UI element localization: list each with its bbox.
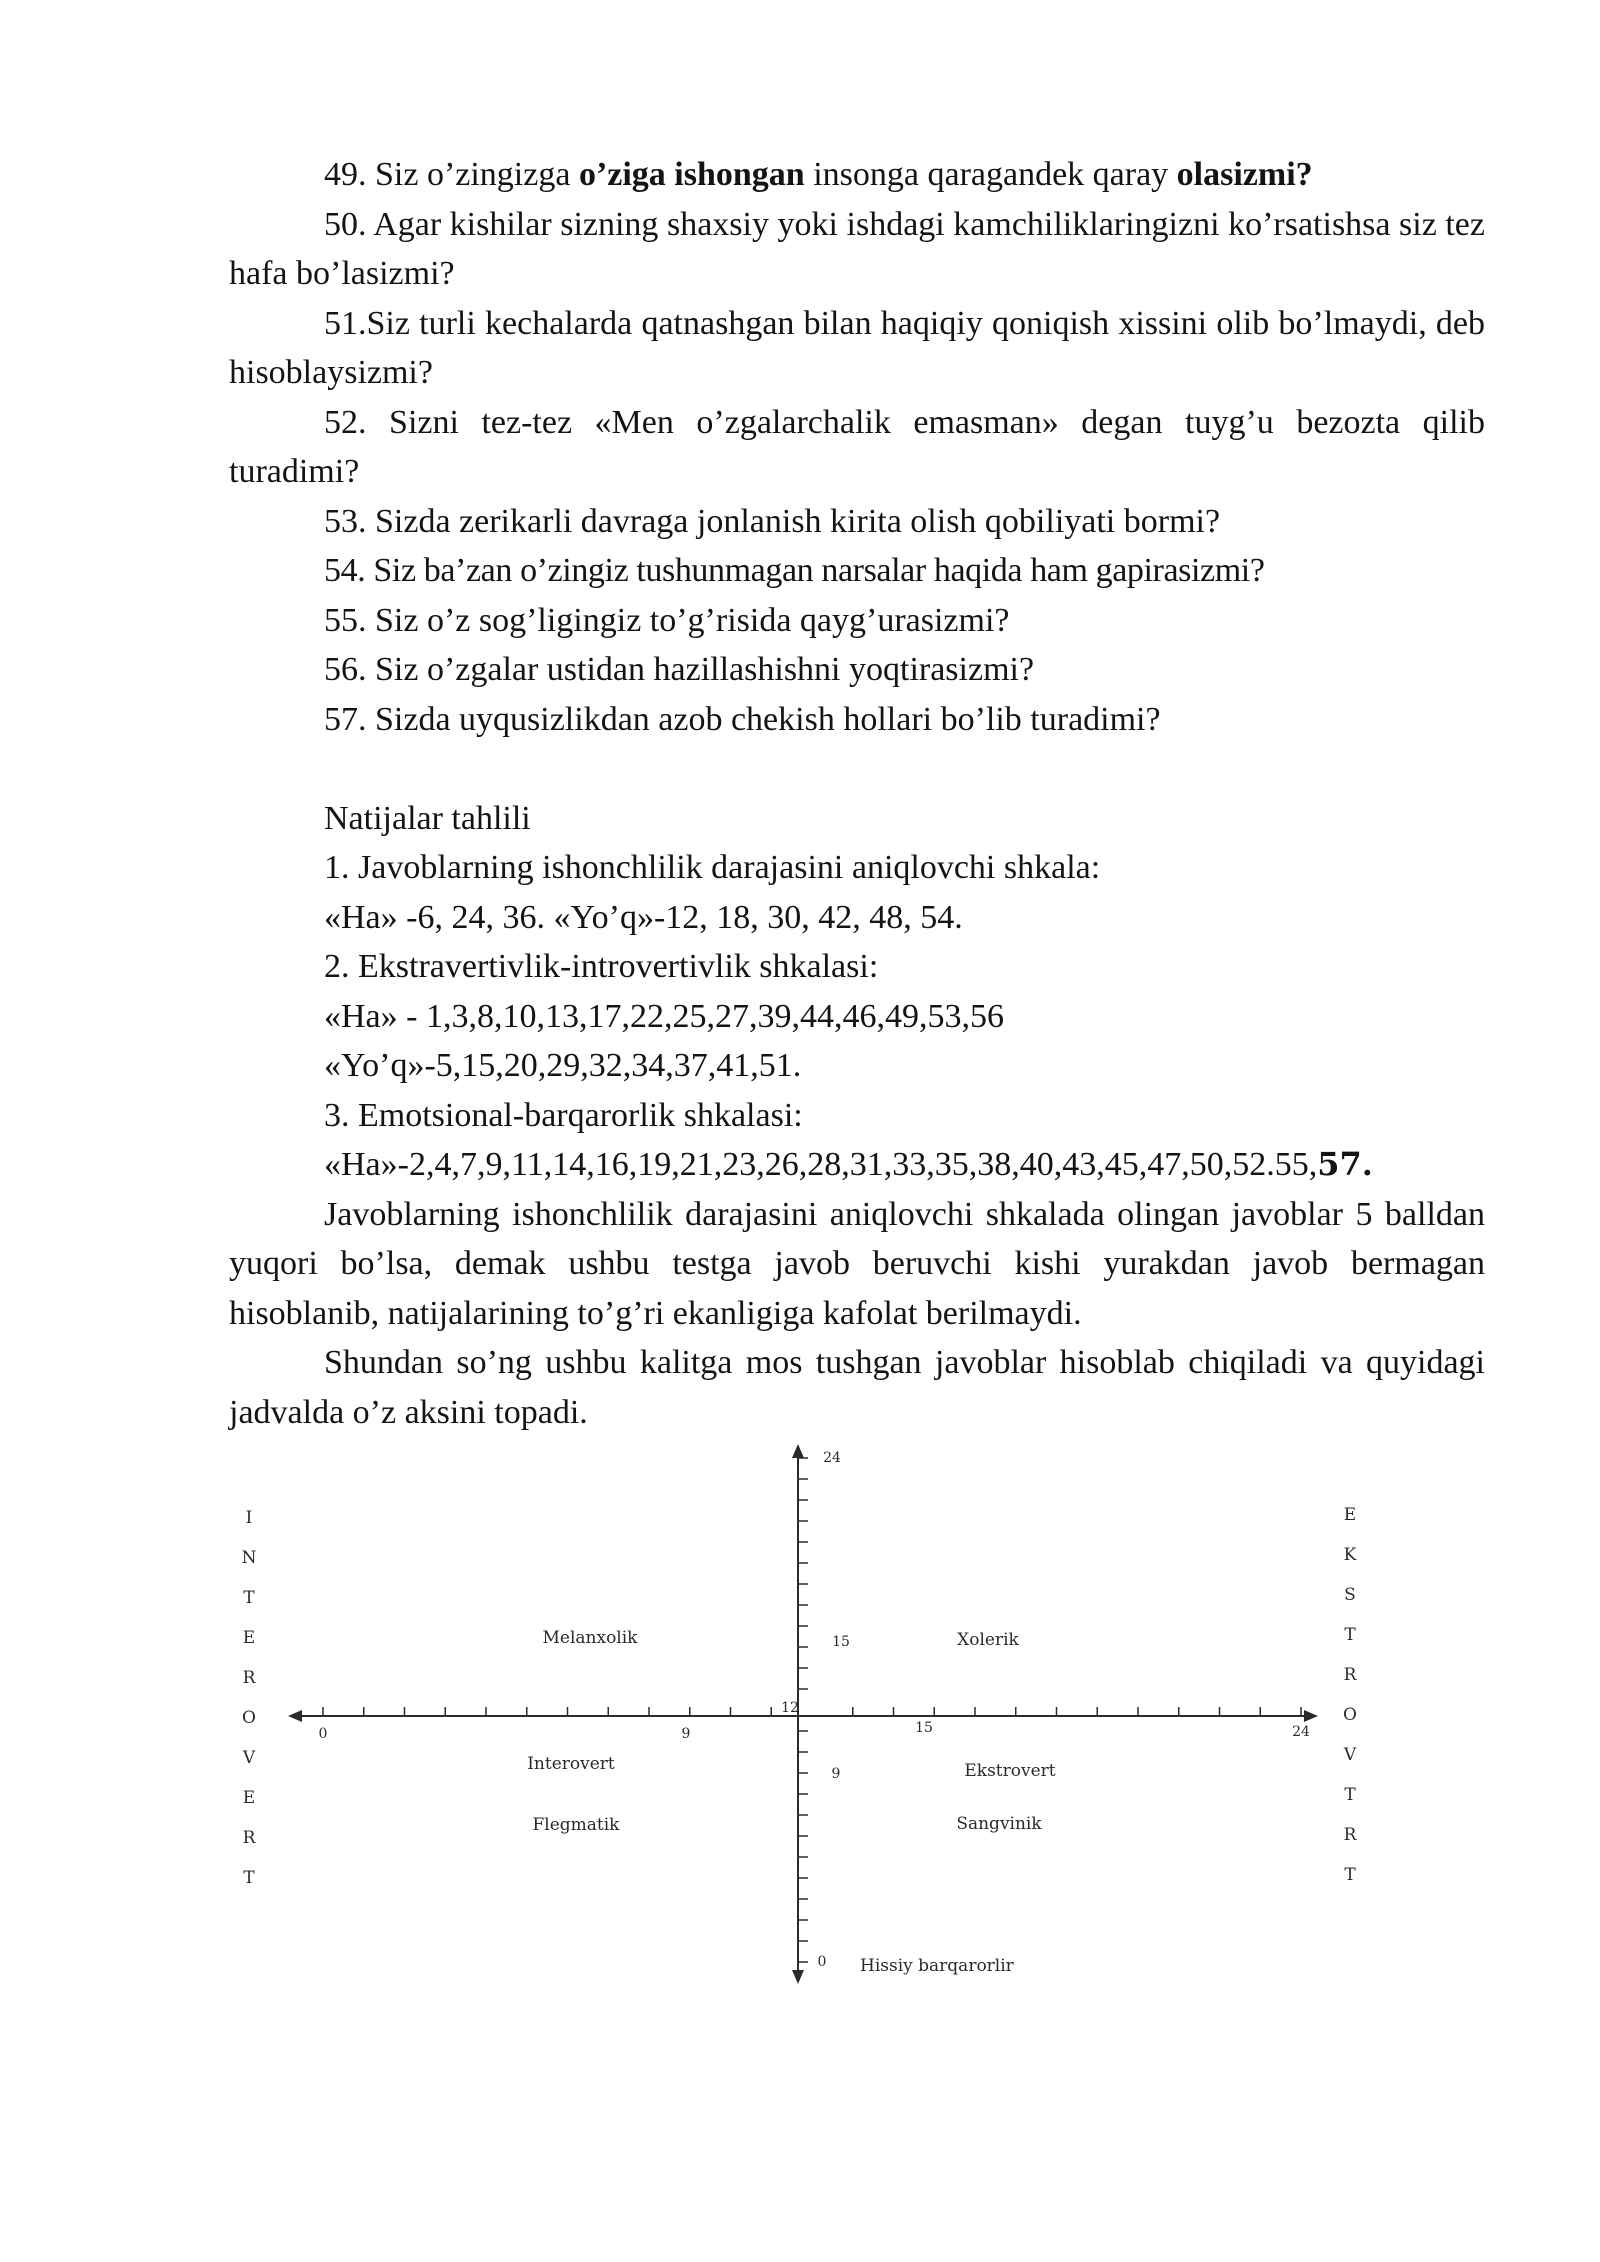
question-54 [229, 546, 1485, 596]
question-text: Siz o’zgalar ustidan hazillashishni yoqtirasizmi? [375, 651, 1035, 688]
y-tick-label-24: 24 [823, 1450, 841, 1466]
quadrant-sangvinik: Sangvinik [956, 1814, 1042, 1834]
emphasis: olasizmi? [1176, 156, 1313, 193]
question-number: 51. [324, 304, 367, 342]
question-number: 56. [324, 651, 367, 688]
question-52 [229, 398, 1485, 497]
question-number: 54. [324, 552, 366, 589]
x-tick-label-24: 24 [1292, 1724, 1310, 1740]
x-tick-label-15: 15 [915, 1720, 933, 1736]
vertical-letter: O [242, 1708, 256, 1728]
vertical-letter: S [1344, 1585, 1356, 1605]
quadrant-xolerik: Xolerik [957, 1630, 1019, 1650]
x-tick-label-0: 0 [318, 1726, 328, 1742]
question-number: 53. [324, 502, 367, 540]
scale1-title: 1. Javoblarning ishonchlilik darajasini aniqlovchi shkala: [324, 849, 1101, 886]
question-57 [229, 695, 1485, 745]
spacer [229, 744, 1485, 794]
question-51 [229, 299, 1485, 398]
vertical-letter: T [243, 1868, 255, 1888]
question-56 [229, 645, 1485, 695]
x-tick-label-12: 12 [781, 1700, 799, 1716]
question-text: Agar kishilar sizning shaxsiy yoki ishdagi kamchiliklaringizni ko’rsatishsa siz tez hafa bo’lasizmi? [229, 205, 1485, 292]
question-number: 57. [324, 700, 367, 738]
right-vertical-label [1343, 1505, 1358, 1885]
vertical-letter: R [1343, 1665, 1357, 1685]
vertical-letter: V [242, 1748, 256, 1768]
vertical-letter: R [242, 1828, 256, 1848]
vertical-letter: K [1343, 1545, 1357, 1565]
question-number: 55. [324, 601, 367, 639]
quadrant-type-ekstrovert: Ekstrovert [964, 1761, 1056, 1781]
vertical-letter: T [1344, 1625, 1356, 1645]
question-53 [229, 497, 1485, 547]
document-text [229, 150, 1485, 1437]
y-axis-label: Hissiy barqarorlir [860, 1956, 1014, 1976]
personality-quadrant-diagram [220, 1440, 1420, 2000]
emphasis: 57. [1317, 1145, 1373, 1183]
x-axis-left-arrow [288, 1710, 302, 1722]
x-tick-label-9: 9 [681, 1726, 691, 1742]
question-number: 49. [324, 156, 367, 193]
scale2-no: «Yo’q»-5,15,20,29,32,34,37,41,51. [324, 1047, 802, 1084]
question-49: 49. Siz o’zingizga o’ziga ishongan insonga qaragandek qaray olasizmi? [324, 156, 1313, 193]
quadrant-type-interovert: Interovert [527, 1754, 615, 1774]
axis-ticks [323, 1458, 1301, 1962]
question-text: Sizni tez-tez «Men o’zgalarchalik emasman» degan tuyg’u bezozta qilib turadimi? [229, 403, 1485, 490]
question-text: Siz ba’zan o’zingiz tushunmagan narsalar haqida ham gapirasizmi? [373, 552, 1265, 589]
question-text: Siz turli kechalarda qatnashgan bilan haqiqiy qoniqish xissini olib bo’lmaydi, deb hisoblaysizmi? [229, 304, 1485, 391]
question-text: Sizda uyqusizlikdan azob chekish hollari bo’lib turadimi? [375, 700, 1161, 738]
vertical-letter: V [1343, 1745, 1357, 1765]
question-55 [229, 596, 1485, 646]
question-text: Sizda zerikarli davraga jonlanish kirita olish qobiliyati bormi? [375, 502, 1221, 540]
analysis-heading: Natijalar tahlili [324, 799, 531, 837]
vertical-letter: N [241, 1548, 257, 1568]
question-number: 50. [324, 205, 367, 243]
vertical-letter: T [1344, 1785, 1356, 1805]
question-text: Siz o’z sog’ligingiz to’g’risida qayg’urasizmi? [375, 601, 1010, 639]
emphasis: o’ziga ishongan [578, 156, 805, 193]
vertical-letter: T [1344, 1865, 1356, 1885]
scale3-title: 3. Emotsional-barqarorlik shkalasi: [324, 1096, 803, 1134]
left-vertical-label [242, 1508, 257, 1888]
analysis-paragraph-1: Javoblarning ishonchlilik darajasini aniqlovchi shkalada olingan javoblar 5 balldan yuqori bo’lsa, demak ushbu testga javob beruvchi kishi yurakdan javob bermagan hisoblanib, natijalarining to’g’ri ekanligiga kafolat berilmaydi. [229, 1195, 1485, 1332]
y-tick-label-15: 15 [832, 1634, 850, 1650]
question-50 [229, 200, 1485, 299]
scale1-keys: «Ha» -6, 24, 36. «Yo’q»-12, 18, 30, 42, 48, 54. [324, 898, 963, 936]
quadrant-flegmatik: Flegmatik [532, 1815, 620, 1835]
y-axis-bottom-arrow [792, 1970, 804, 1984]
y-axis-top-arrow [792, 1444, 804, 1458]
vertical-letter: E [242, 1788, 256, 1808]
vertical-letter: I [245, 1508, 253, 1528]
scale3-yes: «Ha»-2,4,7,9,11,14,16,19,21,23,26,28,31,33,35,38,40,43,45,47,50,52.55,57. [324, 1145, 1373, 1183]
question-number: 52. [324, 403, 367, 441]
vertical-letter: R [1343, 1825, 1357, 1845]
y-tick-label-0: 0 [817, 1954, 827, 1970]
x-axis-right-arrow [1304, 1710, 1318, 1722]
vertical-letter: E [242, 1628, 256, 1648]
scale2-title: 2. Ekstravertivlik-introvertivlik shkalasi: [324, 948, 879, 985]
scale2-yes: «Ha» - 1,3,8,10,13,17,22,25,27,39,44,46,49,53,56 [324, 997, 1004, 1035]
y-tick-label-9: 9 [831, 1766, 841, 1782]
vertical-letter: T [243, 1588, 255, 1608]
vertical-letter: R [242, 1668, 256, 1688]
vertical-letter: E [1343, 1505, 1357, 1525]
quadrant-melanxolik: Melanxolik [542, 1628, 638, 1648]
analysis-paragraph-2: Shundan so’ng ushbu kalitga mos tushgan javoblar hisoblab chiqiladi va quyidagi jadvalda o’z aksini topadi. [229, 1344, 1485, 1431]
vertical-letter: O [1343, 1705, 1357, 1725]
